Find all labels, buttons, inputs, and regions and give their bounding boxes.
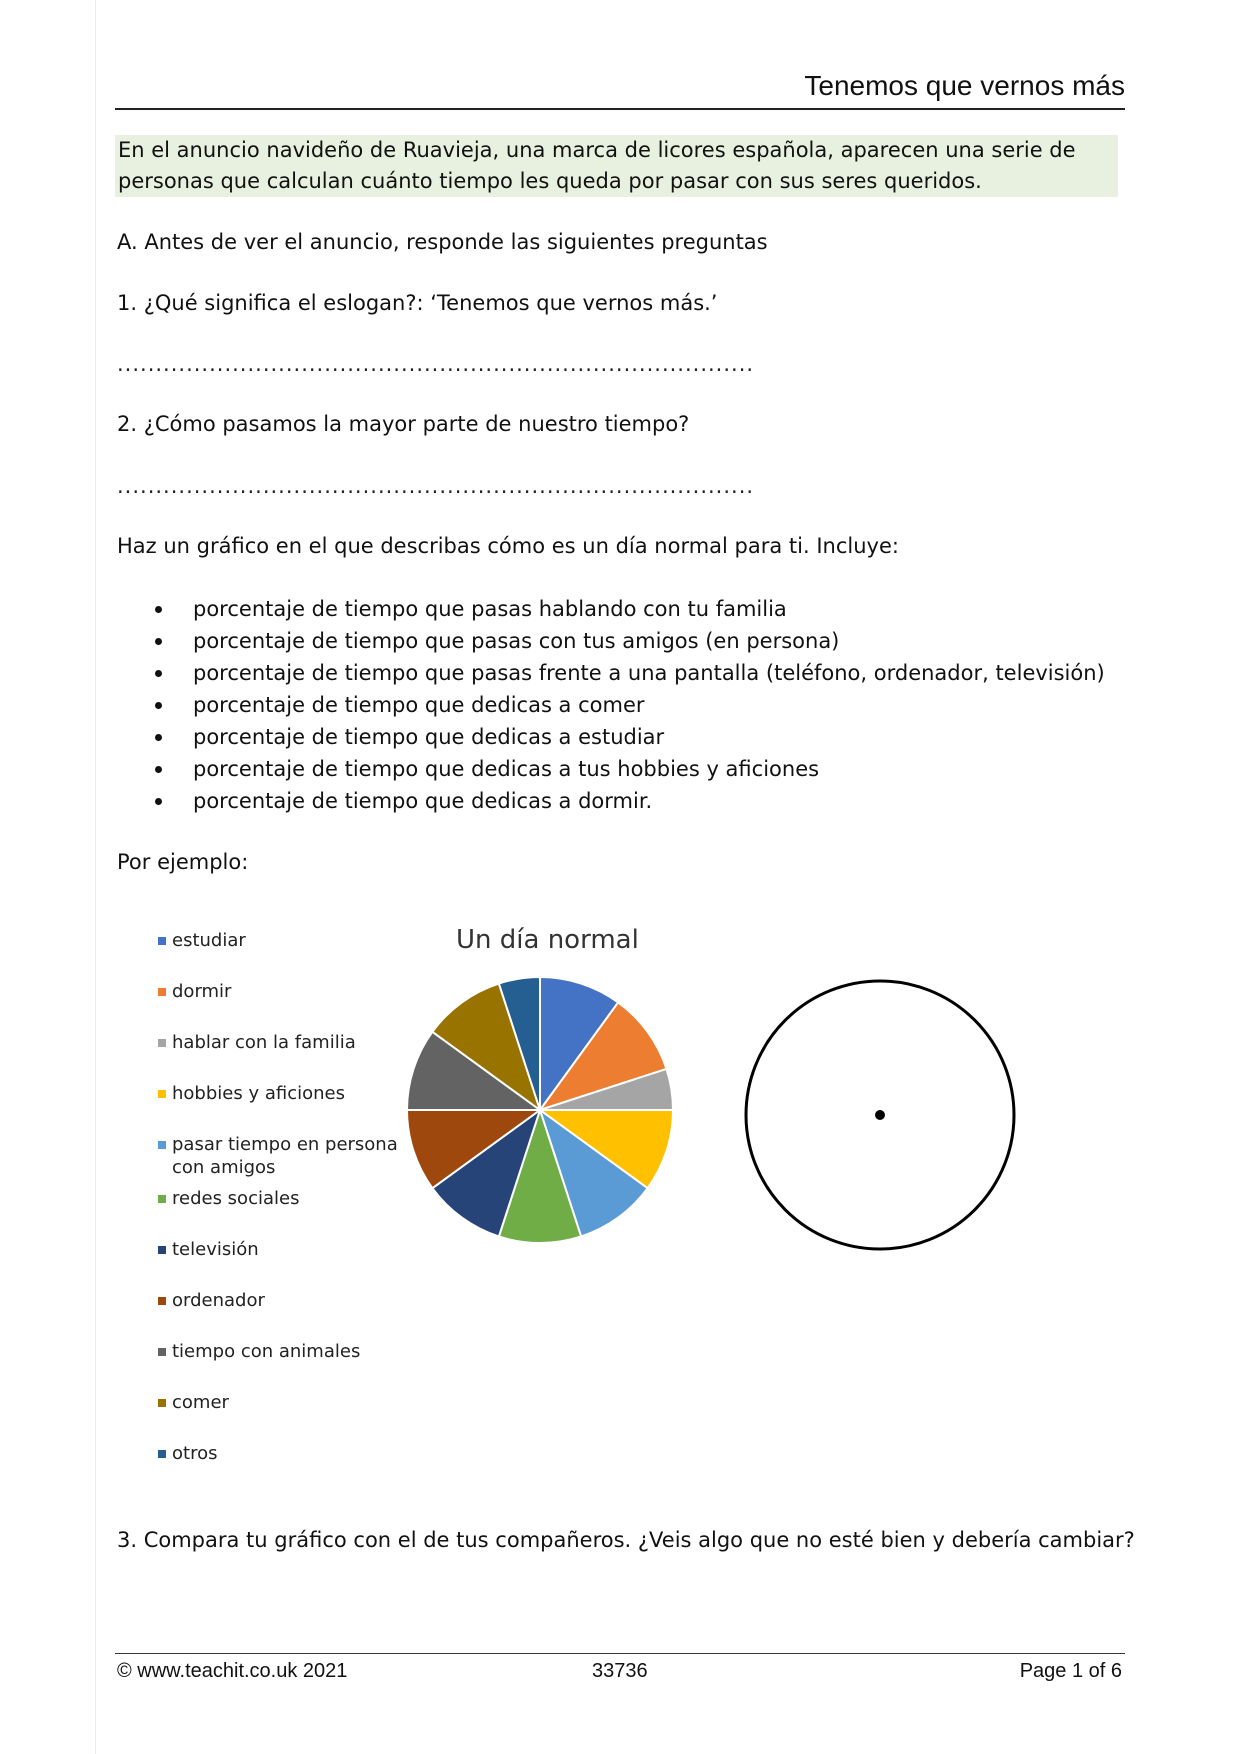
bullet-icon [155,670,162,677]
question-3: 3. Compara tu gráfico con el de tus compañeros. ¿Veis algo que no esté bien y debería cambiar? [117,1528,1135,1552]
legend-label: pasar tiempo en persona con amigos [172,1134,398,1178]
legend-label: hablar con la familia [172,1032,356,1053]
list-item: porcentaje de tiempo que dedicas a estudiar [117,721,1105,753]
question-2: 2. ¿Cómo pasamos la mayor parte de nuestro tiempo? [117,412,690,436]
footer-copyright: © www.teachit.co.uk 2021 [117,1660,348,1682]
legend-swatch [158,1246,166,1254]
bullet-icon [155,702,162,709]
list-item: porcentaje de tiempo que pasas con tus amigos (en persona) [117,625,1105,657]
bullet-icon [155,766,162,773]
chart-title: Un día normal [456,925,639,955]
legend-label: tiempo con animales [172,1341,361,1362]
header-divider [115,108,1125,110]
legend-label: otros [172,1443,218,1464]
question-1: 1. ¿Qué significa el eslogan?: ‘Tenemos que vernos más.’ [117,291,718,315]
footer-code: 33736 [592,1660,648,1682]
list-item: porcentaje de tiempo que dedicas a tus hobbies y aficiones [117,753,1105,785]
legend-label: estudiar [172,930,246,951]
legend-swatch [158,937,166,945]
legend-swatch [158,988,166,996]
legend-label: ordenador [172,1290,265,1311]
center-dot [875,1110,885,1120]
legend-label: hobbies y aficiones [172,1083,345,1104]
legend-swatch [158,1450,166,1458]
footer-page-number: Page 1 of 6 [1019,1660,1122,1682]
bullet-list [117,593,1105,817]
legend-label: redes sociales [172,1188,300,1209]
legend-swatch [158,1141,166,1149]
answer-line-2[interactable]: ................................................................................... [117,474,755,498]
list-item: porcentaje de tiempo que dedicas a comer [117,689,1105,721]
section-a-heading: A. Antes de ver el anuncio, responde las siguientes preguntas [117,230,768,254]
footer-divider [115,1653,1125,1654]
legend-swatch [158,1399,166,1407]
bullet-icon [155,798,162,805]
bullet-icon [155,638,162,645]
legend-swatch [158,1090,166,1098]
blank-pie-template[interactable] [740,975,1020,1255]
page-title: Tenemos que vernos más [804,70,1125,101]
list-item: porcentaje de tiempo que dedicas a dormir. [117,785,1105,817]
legend-swatch [158,1297,166,1305]
legend-swatch [158,1348,166,1356]
list-item: porcentaje de tiempo que pasas frente a una pantalla (teléfono, ordenador, televisión) [117,657,1105,689]
example-label: Por ejemplo: [117,850,249,874]
answer-line-1[interactable]: ................................................................................... [117,352,755,376]
intro-box: En el anuncio navideño de Ruavieja, una marca de licores española, aparecen una serie de personas que calculan cuánto tiempo les queda por pasar con sus seres queridos. [115,135,1118,197]
legend-label: comer [172,1392,229,1413]
page-margin-rule [95,0,96,1754]
instruction: Haz un gráfico en el que describas cómo es un día normal para ti. Incluye: [117,534,899,558]
legend-swatch [158,1195,166,1203]
bullet-icon [155,606,162,613]
bullet-icon [155,734,162,741]
legend-label: dormir [172,981,232,1002]
list-item: porcentaje de tiempo que pasas hablando con tu familia [117,593,1105,625]
pie-chart [405,975,675,1245]
legend-swatch [158,1039,166,1047]
legend-label: televisión [172,1239,259,1260]
